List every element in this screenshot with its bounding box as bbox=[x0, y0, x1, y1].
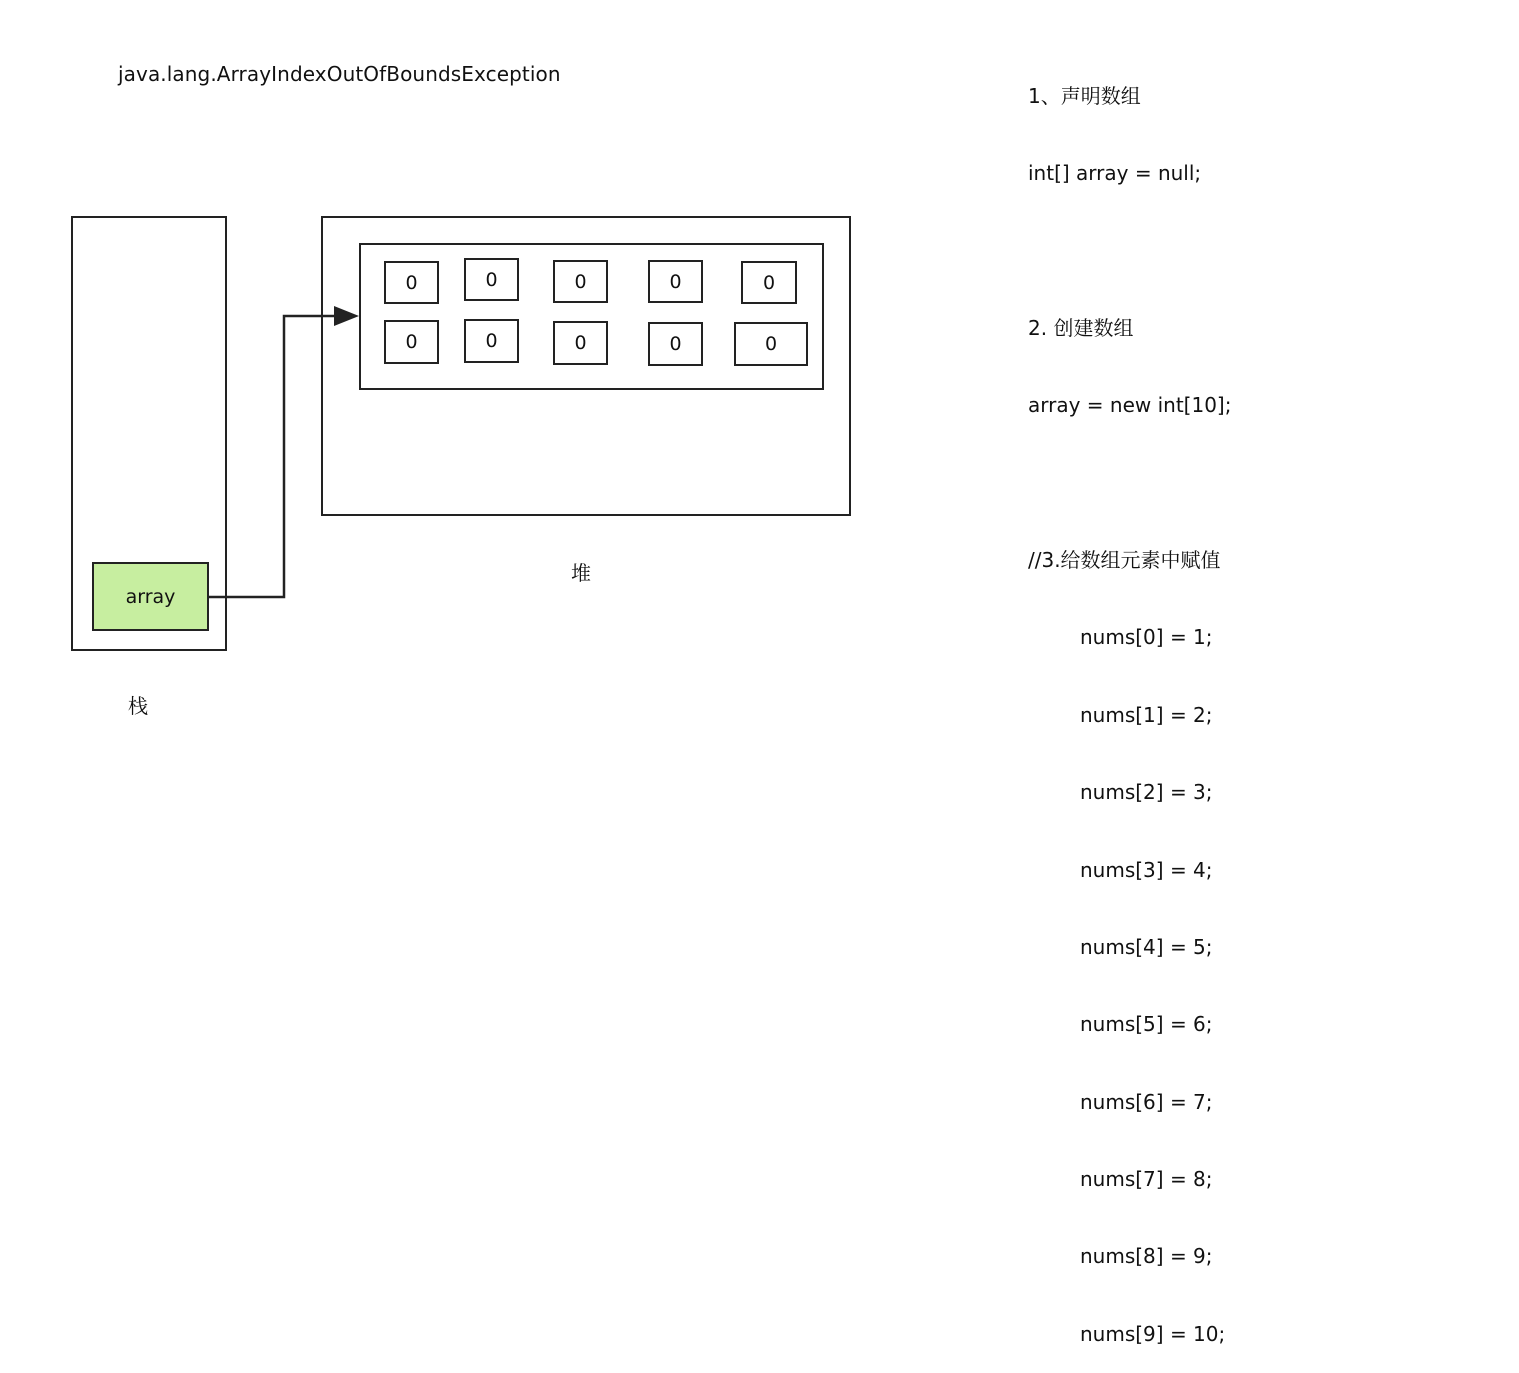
blank-line bbox=[1028, 471, 1231, 497]
assignment-line: nums[8] = 9; bbox=[1080, 1244, 1213, 1269]
array-cell: 0 bbox=[648, 260, 703, 303]
assignment-line: nums[4] = 5; bbox=[1080, 934, 1213, 959]
stack-label: 栈 bbox=[128, 694, 148, 718]
array-cell: 0 bbox=[464, 319, 519, 363]
blank-line bbox=[1028, 238, 1231, 264]
array-cell: 0 bbox=[464, 258, 519, 301]
code-notes bbox=[1028, 32, 1231, 1373]
assignment-line: nums[9] = 10; bbox=[1080, 1321, 1226, 1346]
step2-title: 2. 创建数组 bbox=[1028, 315, 1134, 340]
step2-code: array = new int[10]; bbox=[1028, 393, 1232, 418]
step1-title: 1、声明数组 bbox=[1028, 83, 1141, 108]
array-cell: 0 bbox=[384, 320, 439, 364]
array-cell: 0 bbox=[553, 260, 608, 303]
assignment-line: nums[1] = 2; bbox=[1080, 702, 1213, 727]
step1-code: int[] array = null; bbox=[1028, 160, 1202, 185]
array-cell: 0 bbox=[734, 322, 808, 366]
array-cell: 0 bbox=[648, 322, 703, 366]
assignment-line: nums[5] = 6; bbox=[1080, 1012, 1213, 1037]
array-cell: 0 bbox=[384, 261, 439, 304]
assignment-line: nums[0] = 1; bbox=[1080, 625, 1213, 650]
assignment-line: nums[6] = 7; bbox=[1080, 1089, 1213, 1114]
reference-arrow-line bbox=[209, 316, 334, 597]
assignment-line: nums[3] = 4; bbox=[1080, 857, 1213, 882]
array-reference-variable: array bbox=[92, 562, 209, 631]
assignment-line: nums[7] = 8; bbox=[1080, 1167, 1213, 1192]
exception-name: java.lang.ArrayIndexOutOfBoundsException bbox=[118, 62, 561, 86]
heap-label: 堆 bbox=[571, 561, 591, 585]
step3-title: //3.给数组元素中赋值 bbox=[1028, 547, 1221, 572]
array-cell: 0 bbox=[741, 261, 797, 304]
array-cell: 0 bbox=[553, 321, 608, 365]
assignment-line: nums[2] = 3; bbox=[1080, 780, 1213, 805]
